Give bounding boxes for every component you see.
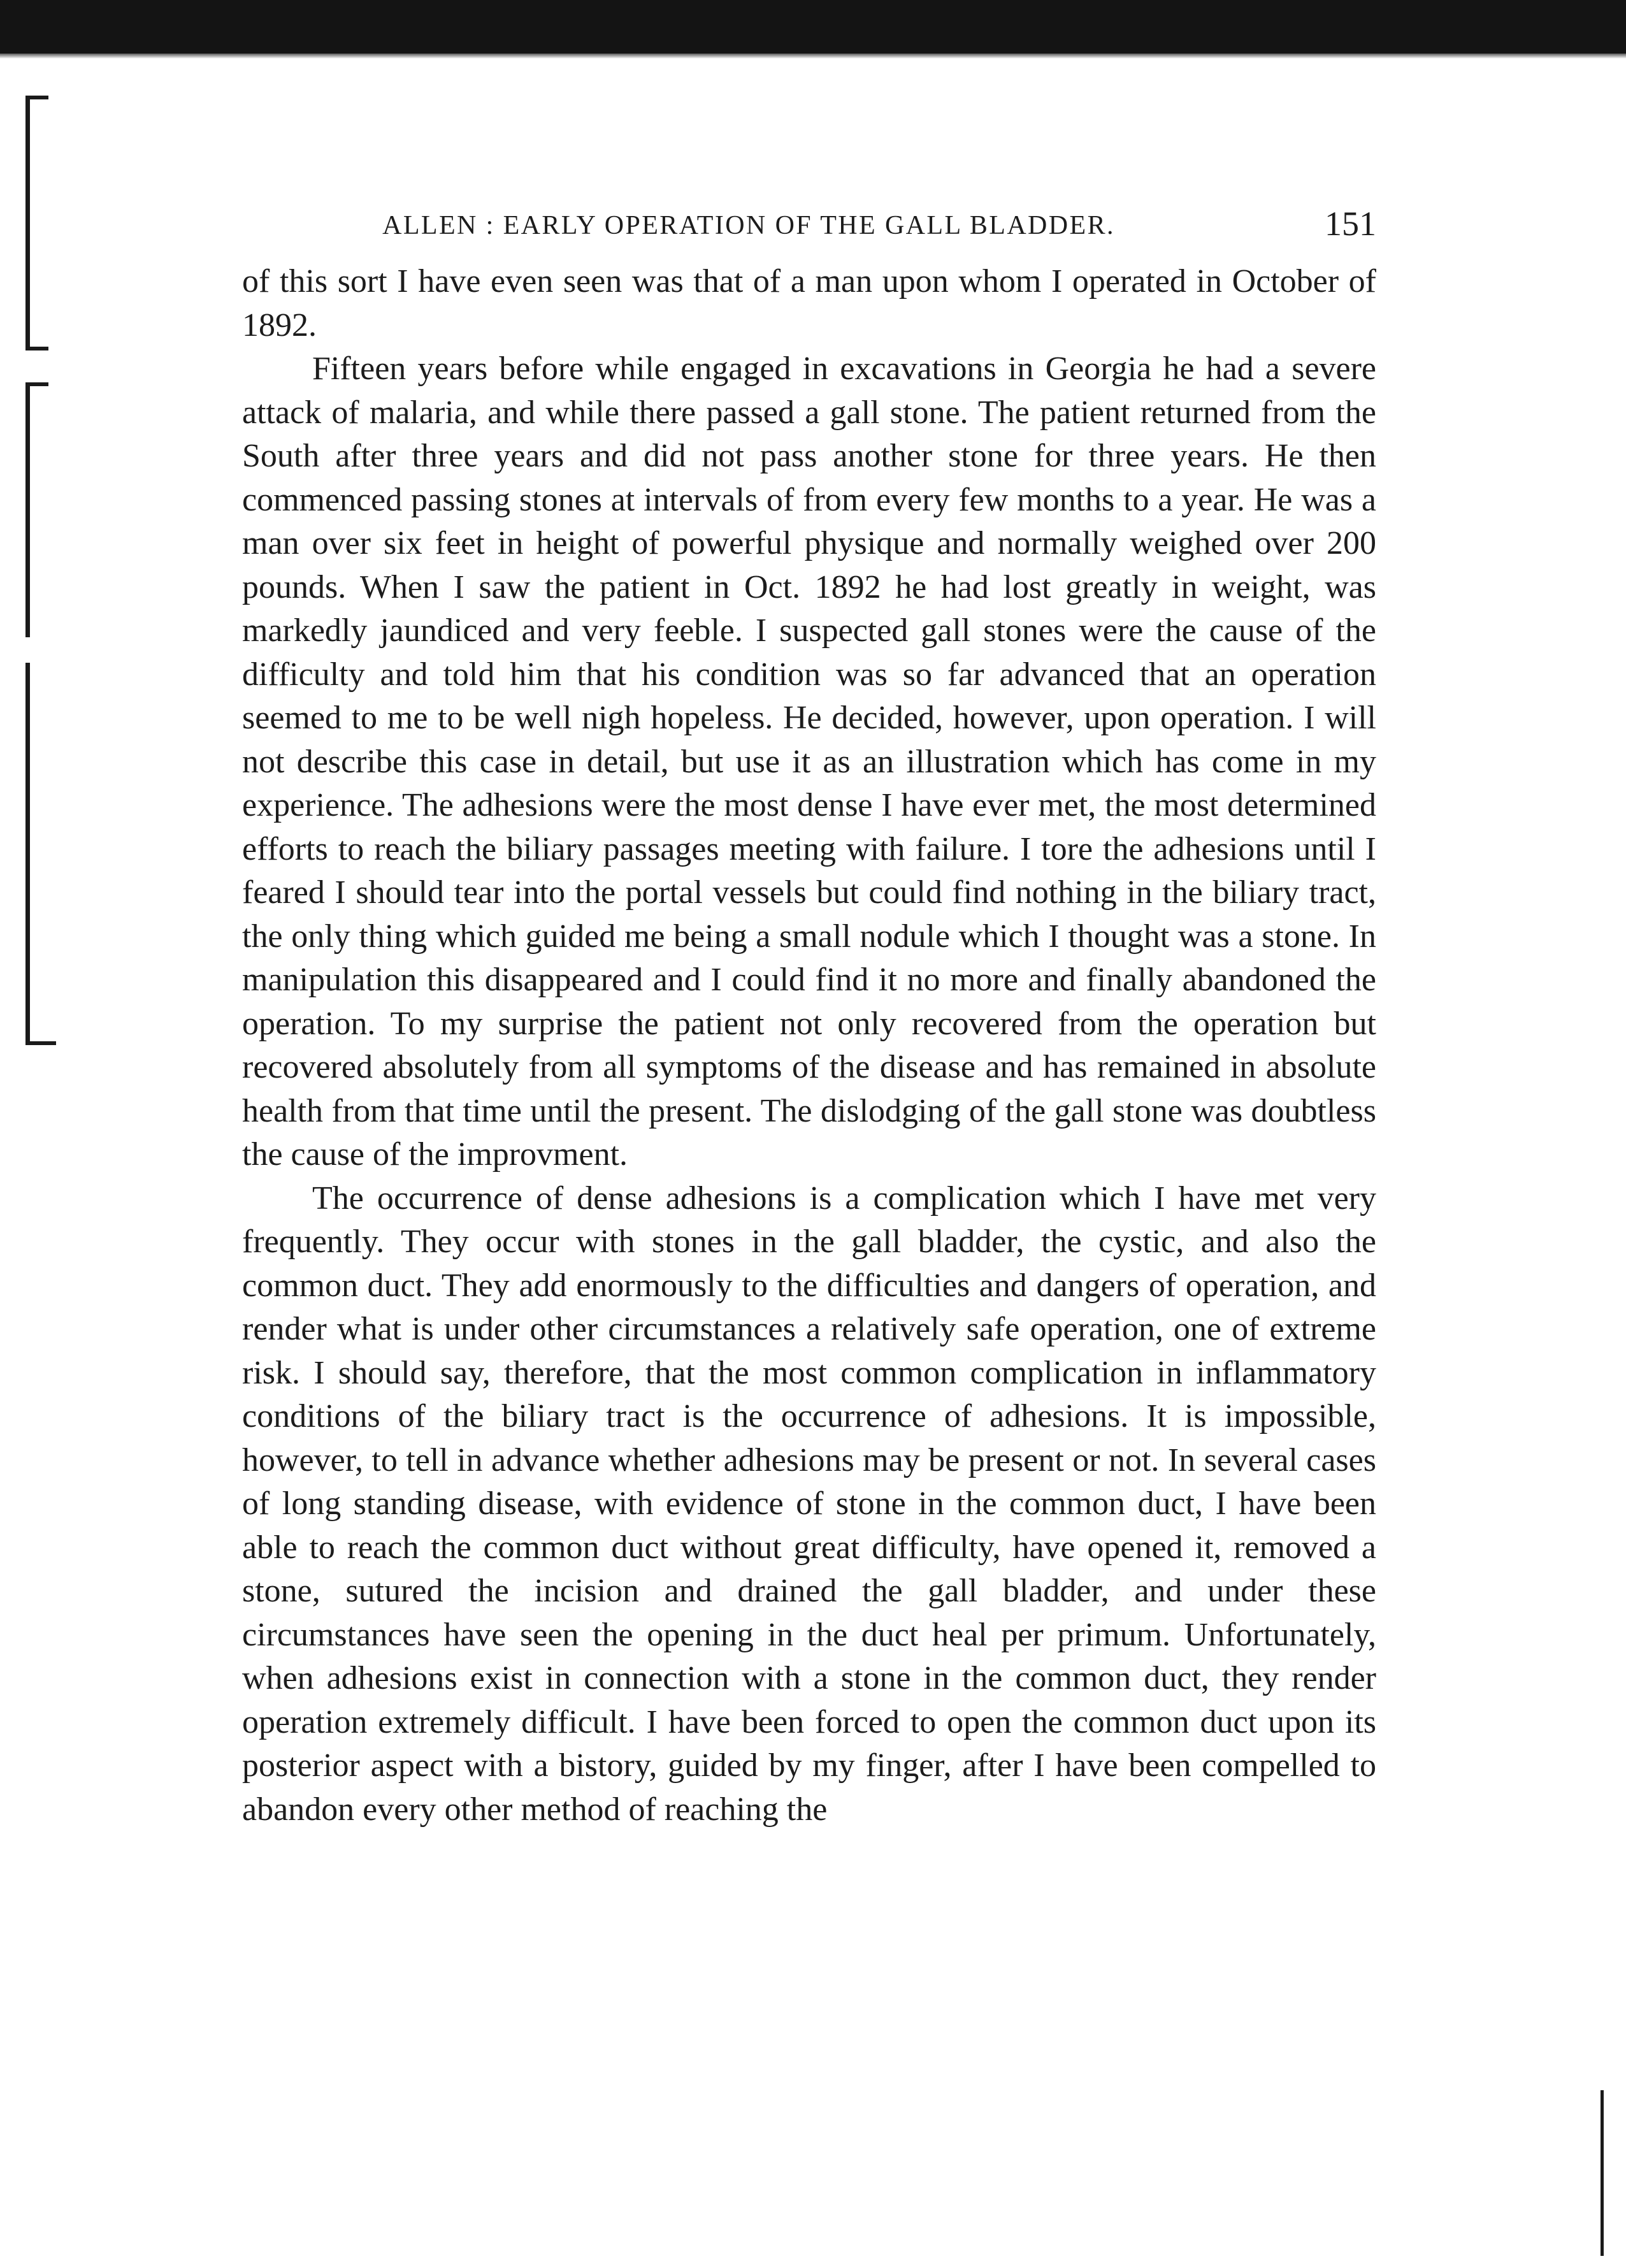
margin-bracket-middle [25,382,30,637]
scan-top-edge-bar [0,0,1626,54]
paragraph-2: Fifteen years before while engaged in excavations in Georgia he had a severe attack of malaria, and while there passed a gall stone. The patient returned from the South after three years and did not pass another stone for three years. He then commenced passing stones at intervals of from every few months to a year. He was a man over six feet in height of powerful physique and normally weighed over 200 pounds. When I saw the patient in Oct. 1892 he had lost greatly in weight, was markedly jaundiced and very feeble. I suspected gall stones were the cause of the difficulty and told him that his condition was so far advanced that an operation seemed to me to be well nigh hopeless. He decided, however, upon operation. I will not describe this case in detail, but use it as an illustration which has come in my experience. The adhesions were the most dense I have ever met, the most determined efforts to reach the biliary passages meeting with failure. I tore the adhesions until I feared I should tear into the portal vessels but could find nothing in the biliary tract, the only thing which guided me being a small nodule which I thought was a stone. In manipulation this disappeared and I could find it no more and finally abandoned the operation. To my surprise the patient not only recovered from the operation but recovered absolutely from all symptoms of the disease and has remained in absolute health from that time until the present. The dislodging of the gall stone was doubtless the cause of the improvment. [242,350,1376,1173]
page-number: 151 [1325,205,1376,243]
running-title: ALLEN : EARLY OPERATION OF THE GALL BLADDER. [382,211,1115,240]
margin-bracket-upper-tick [25,96,48,99]
margin-bracket-lower-foot [25,1041,56,1045]
book-page [242,204,1376,1831]
margin-bracket-middle-tick [25,382,48,386]
margin-bracket-upper [25,96,30,350]
paragraph-1: of this sort I have even seen was that of a man upon whom I operated in October of 1892. [242,263,1376,343]
paragraph-3: The occurrence of dense adhesions is a complication which I have met very frequently. They occur with stones in the gall bladder, the cystic, and also the common duct. They add enormously to the difficulties and dangers of operation, and render what is under other circumstances a relatively safe operation, one of extreme risk. I should say, therefore, that the most common complication in inflammatory conditions of the biliary tract is the occurrence of adhesions. It is impossible, however, to tell in advance whether adhesions may be present or not. In several cases of long standing disease, with evidence of stone in the common duct, I have been able to reach the common duct without great difficulty, have opened it, removed a stone, sutured the incision and drained the gall bladder, and under these circumstances have seen the opening in the duct heal per primum. Unfortunately, when adhesions exist in connection with a stone in the common duct, they render operation extremely difficult. I have been forced to open the common duct upon its posterior aspect with a bistory, guided by my finger, after I have been compelled to abandon every other method of reaching the [242,1180,1376,1828]
margin-bracket-lower [25,663,30,1045]
scan-top-edge-shadow [0,54,1626,59]
running-header [242,204,1376,255]
margin-bracket-upper-foot [25,347,48,350]
margin-bracket-right [1601,2090,1604,2256]
body-text [242,260,1376,1831]
